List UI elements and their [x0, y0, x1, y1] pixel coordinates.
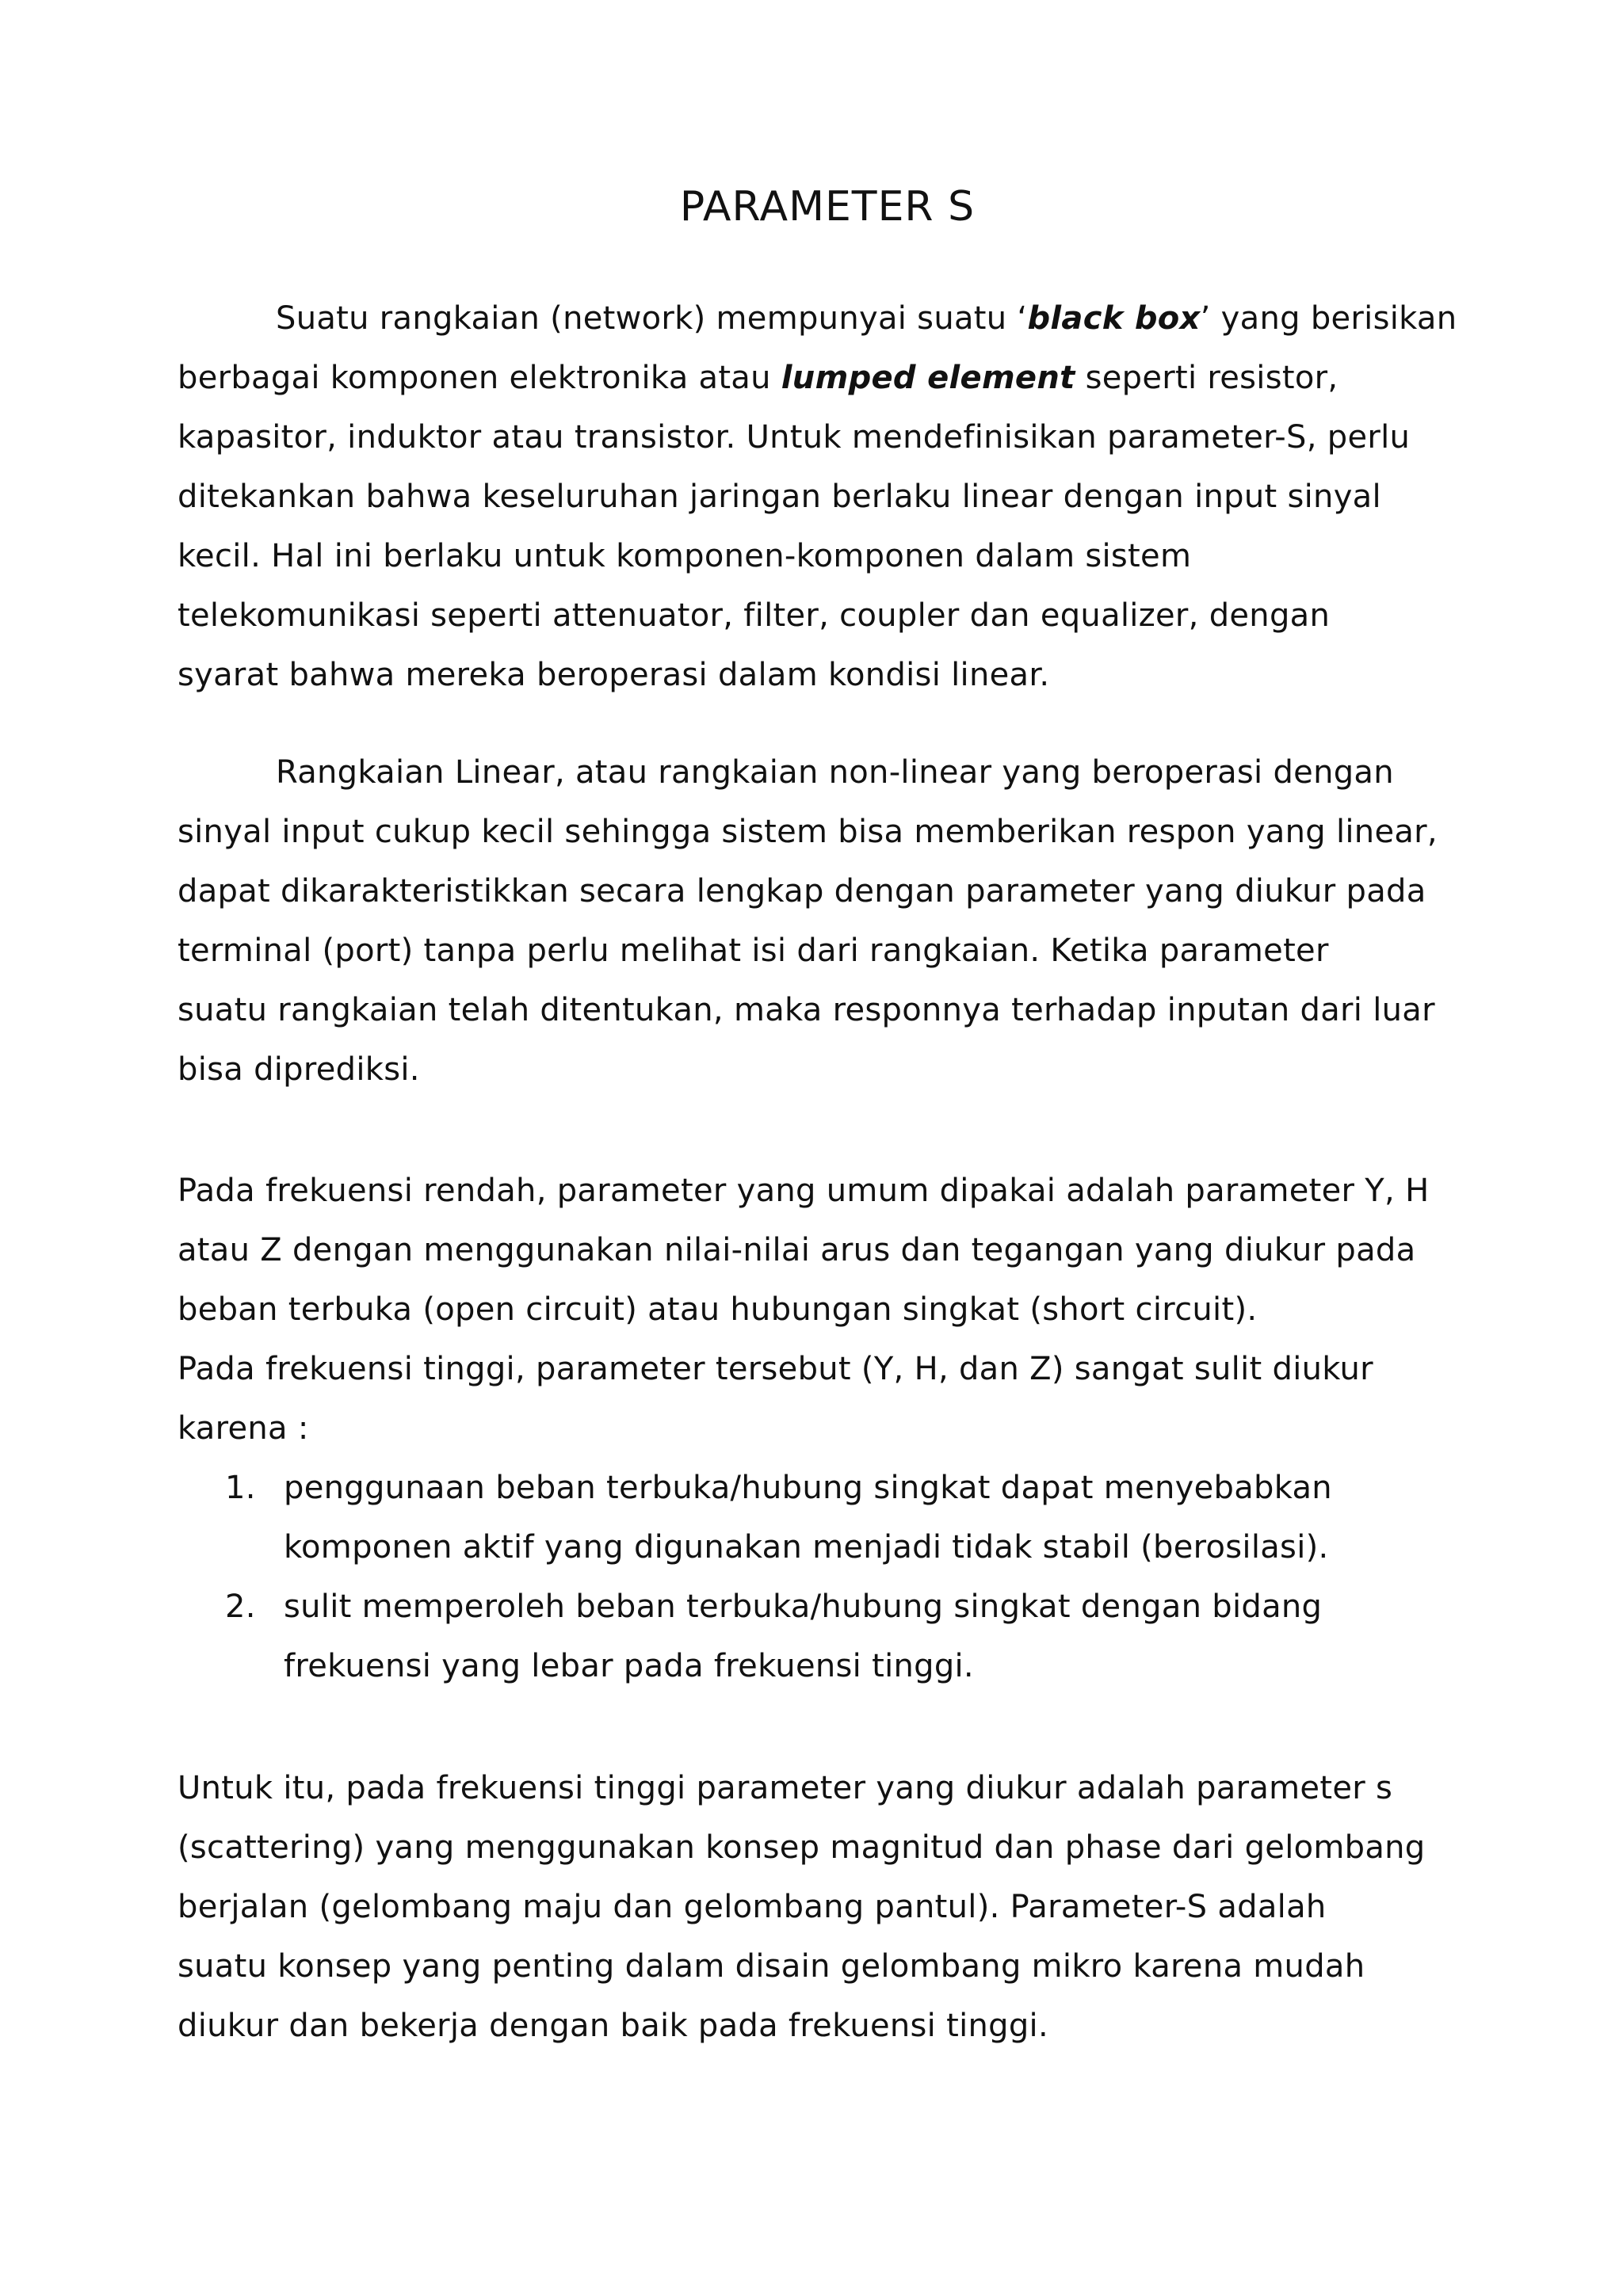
paragraph-line: telekomunikasi seperti attenuator, filter, coupler dan equalizer, dengan — [178, 597, 1331, 634]
paragraph-line: ditekankan bahwa keseluruhan jaringan berlaku linear dengan input sinyal — [178, 479, 1381, 515]
paragraph-line: bisa diprediksi. — [178, 1051, 420, 1088]
paragraph-line: karena : — [178, 1410, 309, 1447]
paragraph-line: berbagai komponen elektronika atau lumped element seperti resistor, — [178, 360, 1338, 396]
paragraph-low-frequency — [178, 1161, 1477, 1696]
paragraph-line: diukur dan bekerja dengan baik pada frekuensi tinggi. — [178, 2008, 1048, 2044]
page-title: PARAMETER S — [679, 183, 976, 231]
list-text: sulit memperoleh beban terbuka/hubung singkat dengan bidang — [284, 1589, 1323, 1625]
paragraph-high-frequency — [178, 1759, 1477, 2056]
paragraph-line: Untuk itu, pada frekuensi tinggi parameter yang diukur adalah parameter s — [178, 1770, 1393, 1806]
paragraph-intro — [178, 289, 1477, 705]
paragraph-line: beban terbuka (open circuit) atau hubungan singkat (short circuit). — [178, 1291, 1258, 1328]
paragraph-line: suatu rangkaian telah ditentukan, maka responnya terhadap inputan dari luar — [178, 992, 1435, 1028]
paragraph-line: Rangkaian Linear, atau rangkaian non-linear yang beroperasi dengan — [276, 754, 1394, 791]
paragraph-line: terminal (port) tanpa perlu melihat isi dari rangkaian. Ketika parameter — [178, 933, 1329, 969]
list-text: frekuensi yang lebar pada frekuensi tinggi. — [284, 1648, 974, 1684]
list-text: penggunaan beban terbuka/hubung singkat dapat menyebabkan — [284, 1470, 1332, 1506]
paragraph-line: dapat dikarakteristikkan secara lengkap dengan parameter yang diukur pada — [178, 873, 1426, 910]
paragraph-line: suatu konsep yang penting dalam disain gelombang mikro karena mudah — [178, 1948, 1365, 1985]
list-item — [178, 1459, 1477, 1577]
emphasis-black-box: black box — [1027, 300, 1201, 337]
paragraph-line: syarat bahwa mereka beroperasi dalam kondisi linear. — [178, 657, 1050, 693]
list-text: komponen aktif yang digunakan menjadi tidak stabil (berosilasi). — [284, 1529, 1329, 1566]
paragraph-line: Pada frekuensi tinggi, parameter tersebut (Y, H, dan Z) sangat sulit diukur — [178, 1351, 1373, 1387]
emphasis-lumped-element: lumped element — [781, 360, 1075, 396]
paragraph-line: Pada frekuensi rendah, parameter yang umum dipakai adalah parameter Y, H — [178, 1173, 1430, 1209]
paragraph-line: berjalan (gelombang maju dan gelombang pantul). Parameter-S adalah — [178, 1889, 1327, 1925]
paragraph-line: sinyal input cukup kecil sehingga sistem bisa memberikan respon yang linear, — [178, 814, 1438, 850]
paragraph-line: Suatu rangkaian (network) mempunyai suatu ‘black box’ yang berisikan — [276, 300, 1457, 337]
paragraph-linear — [178, 743, 1477, 1100]
list-item — [178, 1577, 1477, 1696]
list-number: 2. — [225, 1589, 256, 1625]
paragraph-line: kapasitor, induktor atau transistor. Untuk mendefinisikan parameter-S, perlu — [178, 419, 1411, 456]
paragraph-line: atau Z dengan menggunakan nilai-nilai arus dan tegangan yang diukur pada — [178, 1232, 1416, 1268]
list-number: 1. — [225, 1470, 256, 1506]
paragraph-line: kecil. Hal ini berlaku untuk komponen-komponen dalam sistem — [178, 538, 1192, 574]
paragraph-line: (scattering) yang menggunakan konsep magnitud dan phase dari gelombang — [178, 1829, 1426, 1866]
